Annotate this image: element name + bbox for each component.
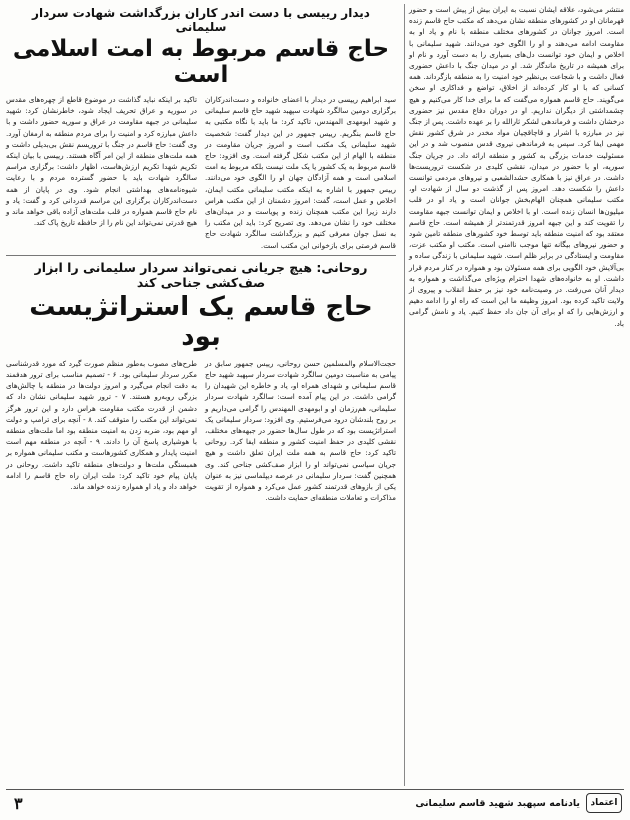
footer-branding [415, 793, 622, 813]
article3-body: منتشر می‌شود، علاقه ایشان نسبت به ایران بیش از پیش است و حضور قهرمانان او در کشورهای منطقه نشان می‌دهد که مکتب حاج قاسم زنده است. امروز جوانان در کشورهای مختلف منطقه با نام و یاد او به مقاومت ادامه می‌دهند و او را الگوی خود می‌دانند. شهید سلیمانی با اخلاص و ایمان خود توانست دل‌های بسیاری را به دست آورد و نام او برای همیشه در تاریخ ماندگار شد. او در میدان جنگ با داعش حضوری فعال داشت و با شجاعت بی‌نظیر خود امنیت را به منطقه بازگرداند. همه کسانی که با او کار کرده‌اند از اخلاق، تواضع و فداکاری او سخن می‌گویند. حاج قاسم همواره می‌گفت که ما برای خدا کار می‌کنیم و هیچ چشمداشتی از دیگران نداریم. او در دوران دفاع مقدس نیز حضوری درخشان داشت و فرماندهی لشکر ثارالله را بر عهده داشت. پس از جنگ نیز در مبارزه با اشرار و قاچاقچیان مواد مخدر در شرق کشور نقش مهمی ایفا کرد. سپس به فرماندهی نیروی قدس منصوب شد و در این مسئولیت خدمات بزرگی به کشور و منطقه ارائه داد. در جریان جنگ سوریه، او با حضور در میدان، نقشی کلیدی در شکست تروریست‌ها داشت. در عراق نیز با همکاری حشدالشعبی و نیروهای مردمی توانست داعش را شکست دهد. امروز پس از گذشت دو سال از شهادت او، مکتب سلیمانی همچنان الهام‌بخش جوانان است و یاد او در قلب میلیون‌ها انسان زنده است. او با اخلاص و ایمان توانست جبهه مقاومت را تقویت کند و این جبهه امروز قدرتمندتر از همیشه است. حاج قاسم معتقد بود که امنیت منطقه باید توسط خود کشورهای منطقه تامین شود و حضور نیروهای بیگانه تنها موجب ناامنی است. مکتب او مکتب عزت، مقاومت و ایستادگی در برابر ظلم است. شهید سلیمانی با زندگی ساده و بی‌آلایش خود الگویی برای همه مسئولان بود و همواره در کنار مردم قرار داشت. او به خانواده‌های شهدا احترام ویژه‌ای می‌گذاشت و همواره به دیدار آنان می‌رفت. در وصیت‌نامه خود نیز بر حفظ انقلاب و پیروی از ولایت تاکید کرده بود. امروز وظیفه ما این است که راه او را ادامه دهیم و ارزش‌هایی را که او برای آن جان داد حفظ کنیم. یاد و نامش گرامی باد. [409, 5, 624, 328]
article1 [6, 6, 396, 251]
newspaper-page [6, 4, 624, 816]
section-divider [6, 255, 396, 256]
article2-col-a: حجت‌الاسلام والمسلمین حسن روحانی، رییس جمهور سابق در پیامی به مناسبت دومین سالگرد شهادت سردار سپهبد شهید حاج قاسم سلیمانی و شهدای همراه او، یاد و خاطره این شهیدان را گرامی داشت. در این پیام آمده است: سالگرد شهادت سردار سلیمانی، هم‌رزمان او و ابومهدی المهندس را گرامی می‌داریم و بر روح بلندشان درود می‌فرستیم. وی افزود: سردار سلیمانی یک استراتژیست بود که در طول سال‌ها حضور در جبهه‌های مختلف، نقشی کلیدی در حفظ امنیت کشور و منطقه ایفا کرد. روحانی تاکید کرد: حاج قاسم به همه ملت ایران تعلق داشت و هیچ جریان سیاسی نمی‌تواند او را ابزار صف‌کشی جناحی کند. وی همچنین گفت: سردار سلیمانی در عرصه دیپلماسی نیز به عنوان یکی از بازوهای قدرتمند کشور عمل می‌کرد و همواره از تقویت مذاکرات و تعاملات منطقه‌ای حمایت داشت. [205, 358, 396, 503]
footer-title: یادنامه سپهبد شهید قاسم سلیمانی [415, 797, 580, 809]
page-number: ۳ [14, 793, 23, 813]
article1-col-a: سید ابراهیم رییسی در دیدار با اعضای خانواده و دست‌اندرکاران برگزاری دومین سالگرد شهادت سپهبد شهید حاج قاسم سلیمانی و شهید ابومهدی المهندس، تاکید کرد: ما باید با نگاه مکتبی به حاج قاسم بنگریم. رییس جمهور در این دیدار گفت: شخصیت شهید سلیمانی یک مکتب است و امروز جریان مقاومت در منطقه با الهام از این مکتب شکل گرفته است. وی افزود: حاج قاسم مربوط به یک کشور یا یک ملت نیست بلکه مربوط به امت اسلامی است و همه آزادگان جهان او را الگوی خود می‌دانند. رییس جمهور با اشاره به اینکه مکتب سلیمانی مکتب ایمان، اخلاص و عمل است، گفت: امروز دشمنان از این مکتب هراس دارند زیرا این مکتب همچنان زنده و پویاست و در میدان‌های مختلف خود را نشان می‌دهد. وی تصریح کرد: باید این مکتب را به نسل جوان معرفی کنیم و بزرگداشت سالگرد شهادت حاج قاسم فرصتی برای بازخوانی این مکتب است. [205, 95, 396, 250]
newspaper-logo: اعتماد [586, 793, 622, 813]
article1-headline: حاج قاسم مربوط به امت اسلامی است [12, 36, 390, 88]
article2-headline: حاج قاسم یک استراتژیست بود [29, 291, 373, 352]
left-area [6, 4, 396, 786]
article1-kicker: دیدار رییسی با دست اندر کاران بزرگداشت شهادت سردار سلیمانی [32, 6, 370, 34]
article2-col-b: طرح‌های مصوب به‌طور منظم صورت گیرد که مورد قدرشناسی مکرر سردار سلیمانی بود. ۶ - تصمیم مناسب برای ترور هدفمند به دقت انجام می‌گیرد و امروز دولت‌ها در منطقه با چالش‌های بزرگی روبه‌رو هستند. ۷ - ترور شهید سلیمانی نشان داد که دشمن از قدرت مکتب مقاومت هراس دارد و این ترور هرگز نمی‌تواند این مکتب را متوقف کند. ۸ - آنچه برای ترامپ و دولت او مهم بود، ضربه زدن به امنیت منطقه بود اما ملت‌های منطقه با هوشیاری پاسخ آن را دادند. ۹ - آنچه در منطقه مهم است امنیت پایدار و همکاری کشورهاست و مکتب سلیمانی همواره بر همبستگی ملت‌ها و دولت‌های منطقه تاکید داشت. روحانی در پایان پیام خود تاکید کرد: ملت ایران راه حاج قاسم را ادامه خواهد داد و یاد او همواره زنده خواهد ماند. [6, 358, 198, 492]
page-footer [6, 789, 624, 816]
article1-columns [6, 94, 396, 251]
article2-columns [6, 358, 396, 504]
right-column [404, 4, 624, 786]
article1-col-b: تاکید بر اینکه نباید گذاشت در موضوع قاطع از چهره‌های مقدس در سوریه و عراق تحریف ایجاد شود، خاطرنشان کرد: شهید سلیمانی در جبهه مقاومت در عراق و سوریه حضور داشت و با داعش مبارزه کرد و امنیت را برای مردم منطقه به ارمغان آورد. وی گفت: حاج قاسم در جنگ با تروریسم نقش بی‌بدیلی داشت و همه ملت‌های منطقه از این امر آگاه هستند. رییسی با بیان اینکه تکریم شهدا تکریم ارزش‌هاست، اظهار داشت: برگزاری مراسم سالگرد شهادت باید با حضور گسترده مردم و با رعایت شیوه‌نامه‌های بهداشتی انجام شود. وی در پایان از همه دست‌اندرکاران برگزاری این مراسم قدردانی کرد و گفت: یاد و نام حاج قاسم همواره در قلب ملت‌های آزاده باقی خواهد ماند و هیچ قدرتی نمی‌تواند این نام را از حافظه تاریخ پاک کند. [6, 95, 197, 228]
article2 [6, 260, 396, 504]
article2-kicker: روحانی: هیچ جریانی نمی‌تواند سردار سلیمانی را ابزار صف‌کشی جناحی کند [34, 259, 368, 290]
